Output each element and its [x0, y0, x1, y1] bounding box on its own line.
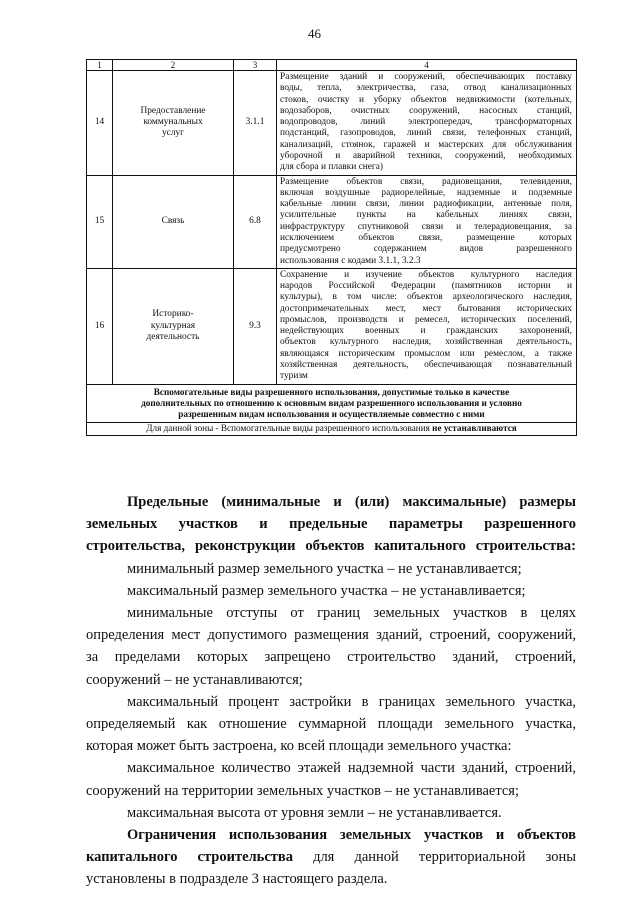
- use-description: [277, 268, 577, 384]
- restrictions-bold: капитального строительства: [86, 849, 293, 866]
- description-line: усилительные пункты на кабельных линиях связи,: [280, 210, 572, 221]
- max-plot-size-line: максимальный размер земельного участка – не устанавливается;: [127, 582, 526, 599]
- auxiliary-uses-note: [87, 422, 577, 435]
- auxiliary-heading-line: Вспомогательные виды разрешенного использования, допустимые только в качестве: [153, 386, 510, 397]
- table-row: [87, 71, 577, 176]
- use-name: [113, 175, 234, 268]
- description-line: промыслов, производств и ремесел, исторических поселений,: [280, 314, 572, 325]
- section-heading-line: строительства, реконструкции объектов капитального строительства:: [86, 538, 576, 555]
- use-name-line: деятельность: [146, 331, 200, 342]
- use-name-line: коммунальных: [143, 117, 203, 128]
- use-name-line: Историко-: [152, 309, 194, 320]
- description-line: туризм: [280, 371, 308, 382]
- description-line: подстанций, газопроводов, линий связи, телефонных станций,: [280, 128, 572, 139]
- auxiliary-note-emphasis: не устанавливаются: [432, 423, 517, 434]
- max-height-line: максимальная высота от уровня земли – не устанавливается.: [127, 804, 502, 821]
- restrictions-line: [86, 846, 576, 868]
- description-line: стоков, очистку и уборку объектов недвижимости (котельных,: [280, 94, 572, 105]
- offsets-line: определения мест допустимого размещения зданий, строений, сооружений,: [86, 627, 576, 644]
- use-name-line: Предоставление: [140, 105, 206, 116]
- auxiliary-uses-heading: [87, 384, 577, 422]
- description-line: культуры), в том числе: объектов археологического наследия,: [280, 292, 572, 303]
- section-heading-line: земельных участков и предельные параметры разрешенного: [86, 516, 576, 533]
- use-code: 3.1.1: [234, 71, 277, 176]
- offsets-line: минимальные отступы от границ земельных участков в целях: [127, 605, 576, 622]
- description-line: водопроводов, линий электропередач, трансформаторных: [280, 117, 572, 128]
- header-cell: 4: [277, 60, 577, 71]
- section-heading-line: Предельные (минимальные и (или) максимальные) размеры: [127, 494, 576, 510]
- table-row: [87, 175, 577, 268]
- auxiliary-uses-heading-row: [87, 384, 577, 422]
- use-name: [113, 71, 234, 176]
- description-line: для сбора и плавки снега): [280, 162, 384, 173]
- page-number: 46: [308, 26, 321, 41]
- build-percent-line: определяемый как отношение суммарной площади земельного участка,: [86, 716, 576, 733]
- description-line: водозаборов, очистных сооружений, насосных станций,: [280, 105, 572, 116]
- description-line: исключением объектов связи, размещение которых: [280, 232, 572, 243]
- description-line: предусмотрено содержанием видов разрешенного: [280, 244, 572, 255]
- description-line: воды, тепла, электричества, газа, отвод канализационных: [280, 83, 572, 94]
- description-line: Размещение объектов связи, радиовещания, телевидения,: [280, 176, 572, 187]
- description-line: инфраструктуру спутниковой связи и телерадиовещания, за: [280, 221, 572, 232]
- auxiliary-heading-line: разрешенным видам использования и осуществляемые совместно с ними: [178, 408, 485, 419]
- use-name-line: Связь: [161, 216, 185, 227]
- use-description: [277, 175, 577, 268]
- header-cell: 1: [87, 60, 113, 71]
- header-cell: 3: [234, 60, 277, 71]
- table-row: [87, 268, 577, 384]
- use-code: 9.3: [234, 268, 277, 384]
- description-line: достопримечательных мест, мест бытования исторических: [280, 303, 572, 314]
- restrictions-line: установлены в подразделе 3 настоящего раздела.: [86, 871, 388, 888]
- auxiliary-heading-line: дополнительных по отношению к основным видам разрешенного использования и условно: [141, 397, 522, 408]
- row-number: 14: [87, 71, 113, 176]
- offsets-line: сооружений – не устанавливаются;: [86, 671, 303, 688]
- description-line: хозяйственная деятельность, обеспечивающая познавательный: [280, 360, 572, 371]
- offsets-line: за пределами которых запрещено строительство зданий, строений,: [86, 649, 576, 666]
- description-line: недействующих военных и гражданских захоронений,: [280, 326, 572, 337]
- description-line: включая воздушные радиорелейные, надземные и подземные: [280, 187, 572, 198]
- description-line: использования с кодами 3.1.1, 3.2.3: [280, 255, 421, 266]
- header-cell: 2: [113, 60, 234, 71]
- description-line: Размещение зданий и сооружений, обеспечивающих поставку: [280, 72, 572, 82]
- use-name: [113, 268, 234, 384]
- use-name-line: культурная: [150, 320, 196, 331]
- row-number: 15: [87, 175, 113, 268]
- use-description: [277, 71, 577, 176]
- max-floors-line: сооружений на территории земельных участков – не устанавливается;: [86, 782, 519, 799]
- restrictions-line: Ограничения использования земельных участков и объектов: [127, 827, 576, 844]
- description-line: уборочной и аварийной техники, сооружений, необходимых: [280, 150, 572, 161]
- build-percent-line: максимальный процент застройки в границах земельного участка,: [127, 693, 576, 710]
- auxiliary-uses-note-row: [87, 422, 577, 435]
- description-line: объектов культурного наследия, хозяйственная деятельность,: [280, 337, 572, 348]
- description-line: народов Российской Федерации (памятников истории и: [280, 281, 572, 292]
- use-name-line: услуг: [161, 128, 185, 139]
- build-percent-line: которая может быть застроена, ко всей площади земельного участка:: [86, 738, 512, 755]
- min-plot-size-line: минимальный размер земельного участка – не устанавливается;: [127, 560, 522, 577]
- land-use-table: [86, 59, 577, 436]
- description-line: Сохранение и изучение объектов культурного наследия: [280, 269, 572, 280]
- table-header-row: [87, 60, 577, 71]
- use-code: 6.8: [234, 175, 277, 268]
- auxiliary-note-text: Для данной зоны - Вспомогательные виды разрешенного использования: [146, 423, 433, 434]
- description-line: являющаяся историческим промыслом или ремеслом, а также: [280, 348, 572, 359]
- restrictions-text: для данной территориальной зоны: [292, 849, 576, 866]
- description-line: кабельные линии связи, линии радиофикации, антенные поля,: [280, 199, 572, 210]
- parameters-section: [86, 491, 576, 891]
- row-number: 16: [87, 268, 113, 384]
- max-floors-line: максимальное количество этажей надземной части зданий, строений,: [127, 760, 576, 777]
- description-line: канализаций, стоянок, гаражей и мастерских для обслуживания: [280, 139, 572, 150]
